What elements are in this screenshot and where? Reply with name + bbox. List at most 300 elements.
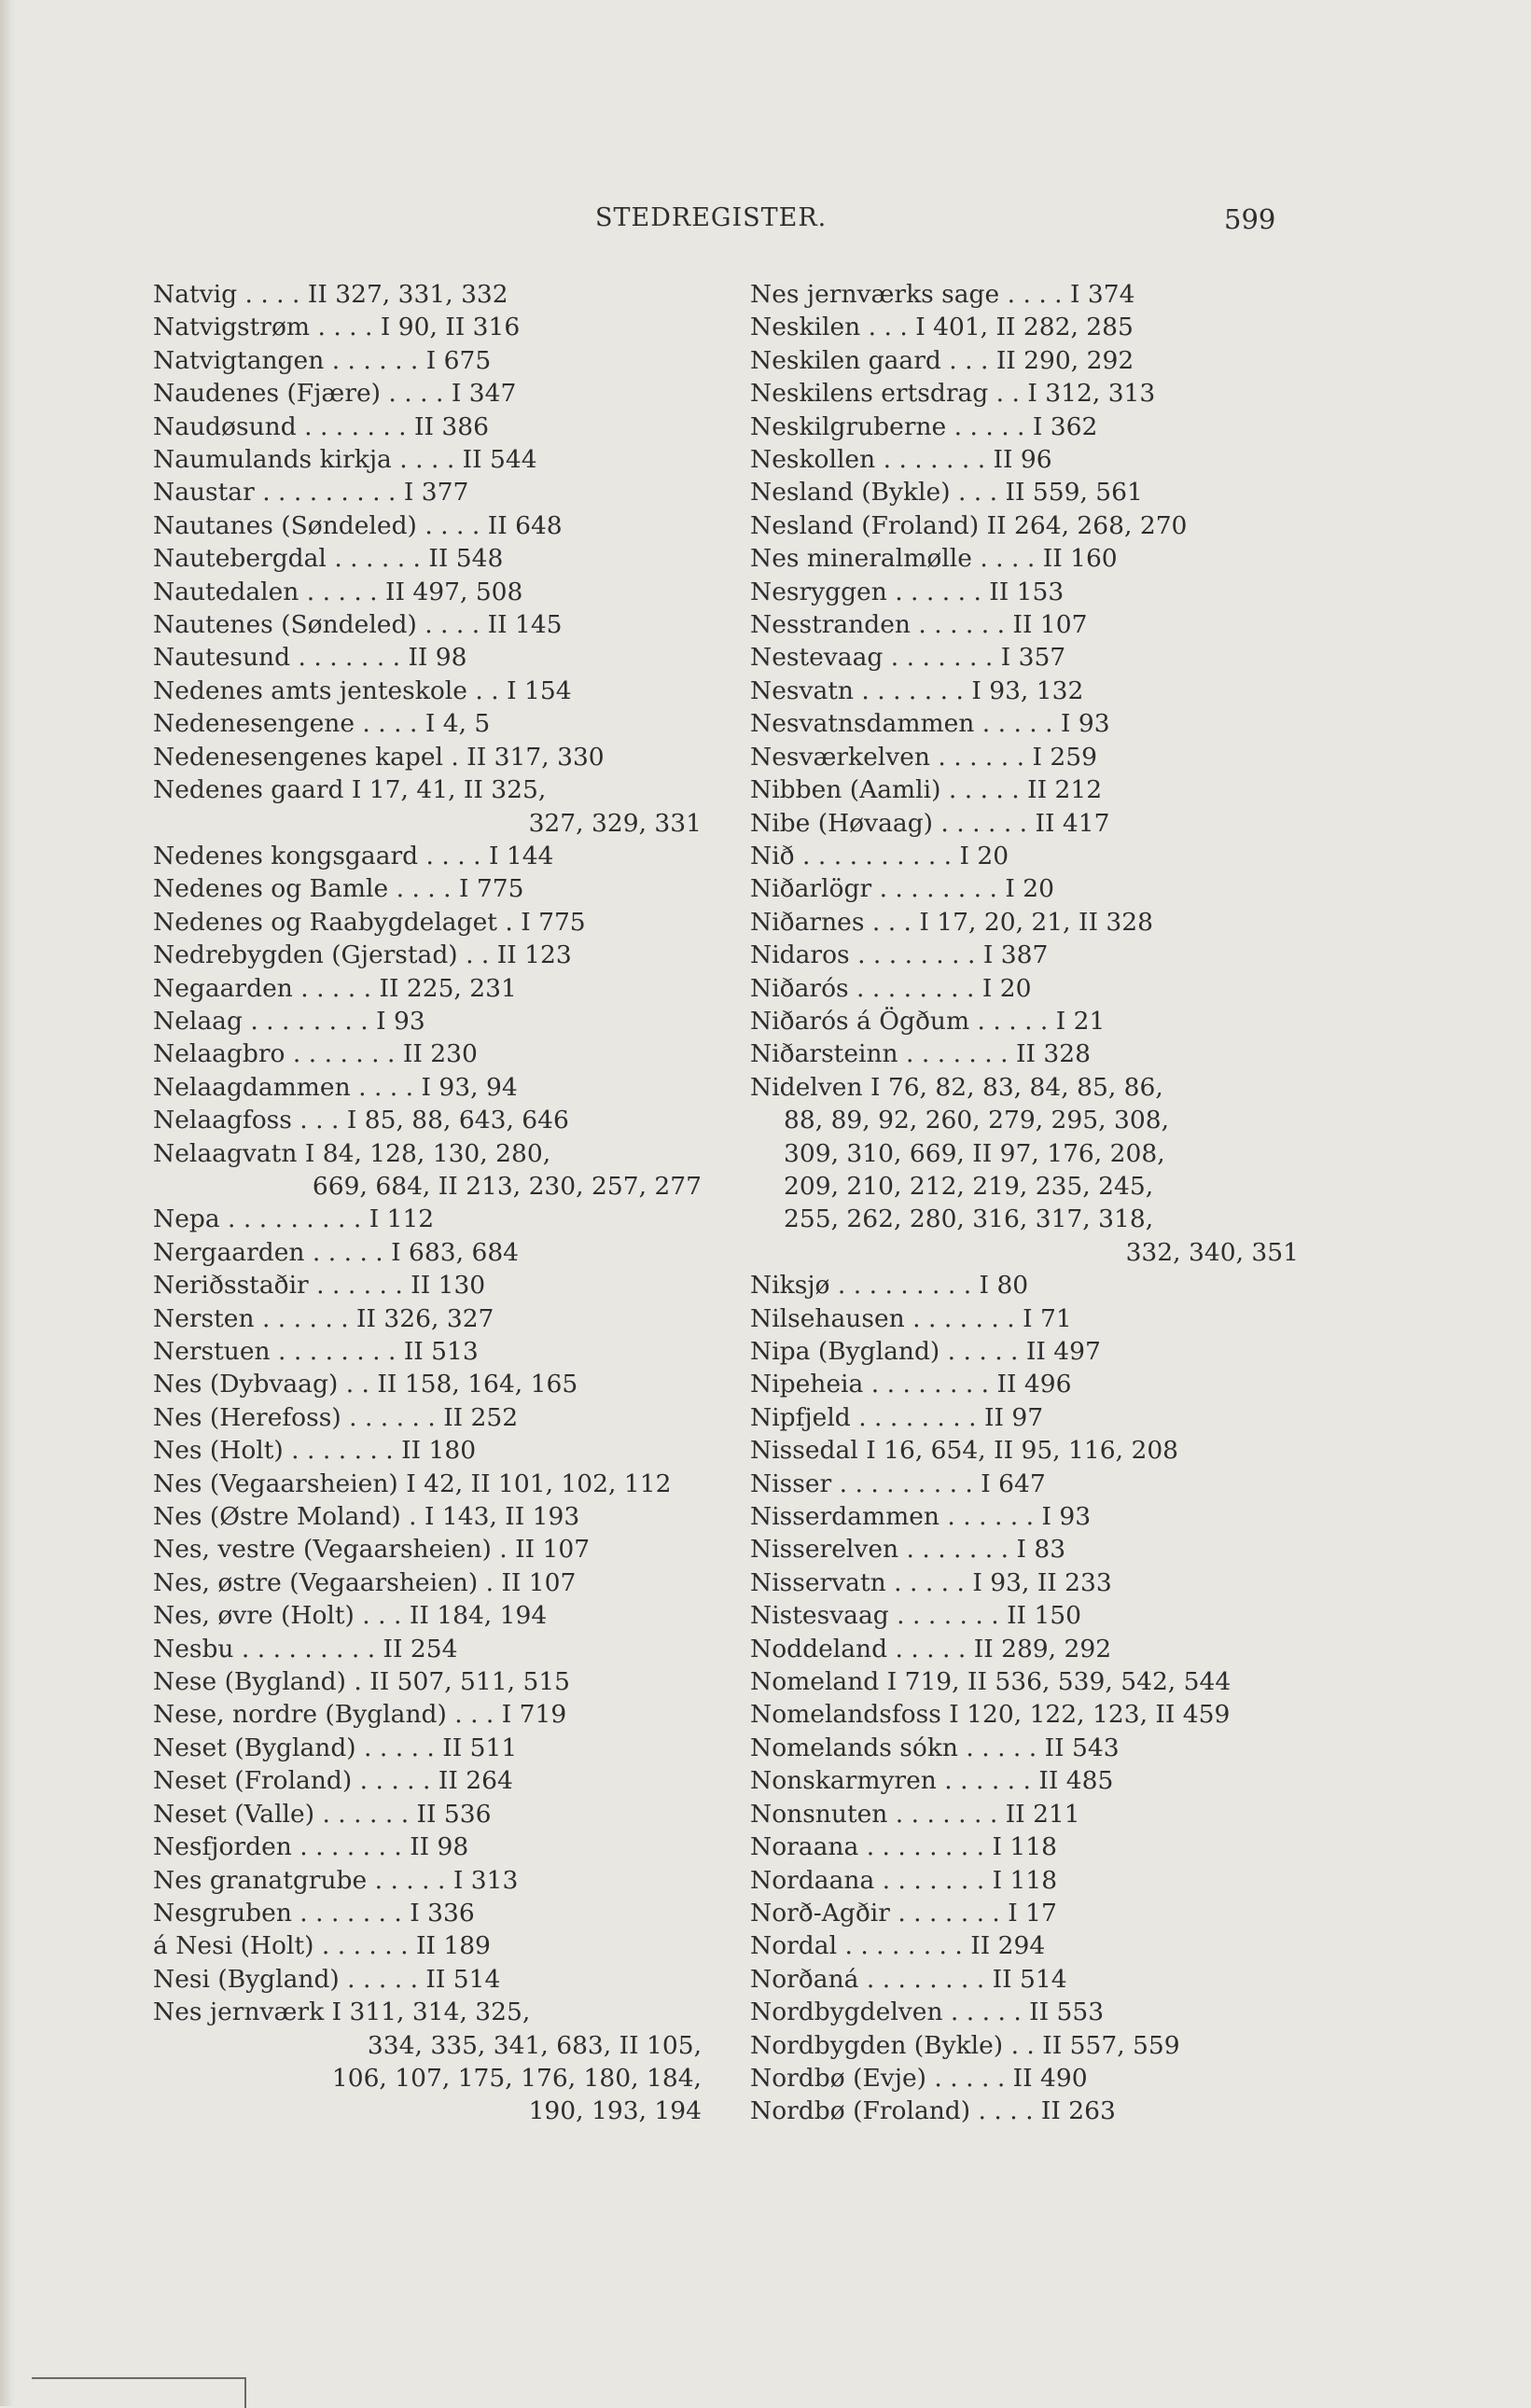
index-entry [750,1566,1299,1599]
place-name: Nes, østre (Vegaarsheien) . [153,1567,494,1597]
place-name: Nes, vestre (Vegaarsheien) . [153,1535,508,1565]
place-name: Niðarlögr . . . . . . . . [750,874,997,904]
volume-page-refs: I 118 [984,1865,1058,1895]
place-name: Nesværkelven . . . . . . [750,742,1025,772]
place-name: Natvigtangen . . . . . . [153,345,419,375]
volume-page-refs: II 511 [434,1733,518,1762]
volume-page-refs: 190, 193, 194 [528,2096,702,2126]
index-entry [750,1071,1299,1104]
place-name: Nesvatnsdammen . . . . . [750,709,1053,739]
index-entry [750,807,1299,840]
place-name: Nedenesengene . . . . [153,709,418,739]
index-entry [153,1698,702,1731]
volume-page-refs: II 150 [998,1601,1082,1631]
place-name: Nautesund . . . . . . . [153,643,401,673]
volume-page-refs: I 675 [418,345,492,375]
index-entry [153,344,702,377]
index-entry-continuation [750,1137,1299,1170]
volume-page-refs: II 225, 231 [371,973,517,1003]
place-name: Neskollen . . . . . . . [750,445,986,475]
index-entry [153,1368,702,1400]
volume-page-refs: I 42, II 101, 102, 112 [397,1468,672,1498]
index-entry [153,377,702,410]
place-name: Nepa . . . . . . . . . [153,1204,362,1234]
volume-page-refs: I 85, 88, 643, 646 [339,1106,569,1135]
index-entry [153,443,702,476]
volume-page-refs: II 263 [1033,2096,1116,2126]
place-name: Nedenes og Bamle . . . . [153,874,452,904]
volume-page-refs: II 96 [985,445,1052,475]
index-entry [153,675,702,707]
place-name: Noddeland . . . . . [750,1634,967,1663]
place-name: Nilsehausen . . . . . . . [750,1303,1015,1333]
index-entry [153,1005,702,1037]
index-entry [153,1269,702,1301]
place-name: Nordal . . . . . . . . [750,1931,963,1961]
index-entry [153,1500,702,1533]
index-entry [153,972,702,1005]
volume-page-refs: I 93 [1034,1502,1092,1532]
volume-page-refs: II 264, 268, 270 [979,510,1188,540]
volume-page-refs: II 327, 331, 332 [299,280,508,309]
index-entry [750,1005,1299,1037]
index-entry [153,641,702,674]
place-name: Neset (Bygland) . . . . . [153,1733,435,1762]
place-name: Nesland (Froland) [750,510,980,540]
index-entry [750,1434,1299,1467]
index-entry [750,1269,1299,1301]
place-name: Nesbu . . . . . . . . . [153,1634,376,1663]
volume-page-refs: 88, 89, 92, 260, 279, 295, 308, [784,1106,1169,1135]
place-name: Noraana . . . . . . . . [750,1832,985,1862]
volume-page-refs: II 153 [981,577,1065,606]
index-entry [153,1897,702,1929]
place-name: Nesstranden . . . . . . [750,610,1006,640]
place-name: Nedenes og Raabygdelaget . [153,907,513,937]
page-title: STEDREGISTER. [595,203,828,232]
index-entry [153,1137,702,1170]
index-entry [153,411,702,443]
index-entry [153,1468,702,1500]
index-entry [750,542,1299,575]
index-entry [750,1468,1299,1500]
index-entry [750,1368,1299,1400]
index-entry [750,741,1299,773]
place-name: Nes jernværk [153,1997,325,2027]
index-entry [750,840,1299,872]
place-name: Nisserdammen . . . . . . [750,1502,1035,1532]
volume-page-refs: I 16, 654, II 95, 116, 208 [857,1436,1179,1466]
index-entry [153,1203,702,1235]
place-name: Nes (Herefoss) . . . . . . [153,1402,436,1432]
place-name: Niðarós . . . . . . . . [750,973,975,1003]
volume-page-refs: II 648 [480,510,563,540]
volume-page-refs: II 107 [507,1535,591,1565]
volume-page-refs: I 374 [1062,280,1135,309]
index-entry [153,1071,702,1104]
place-name: Nes jernværks sage . . . . [750,280,1063,309]
index-entry [750,1864,1299,1897]
volume-page-refs: II 158, 164, 165 [369,1370,578,1399]
place-name: Nes (Dybvaag) . . [153,1370,369,1399]
place-name: Nesland (Bykle) . . . [750,478,998,508]
index-entry [153,542,702,575]
index-entry [750,576,1299,608]
place-name: Nes (Holt) . . . . . . . [153,1436,394,1466]
place-name: Nibben (Aamli) . . . . . [750,775,1020,805]
index-entry [750,1798,1299,1830]
volume-page-refs: II 497, 508 [377,577,523,606]
place-name: Nistesvaag . . . . . . . [750,1601,999,1631]
index-entry [750,411,1299,443]
volume-page-refs: 327, 329, 331 [528,808,702,838]
index-entry [750,1335,1299,1368]
volume-page-refs: II 184, 194 [401,1601,548,1631]
volume-page-refs: II 130 [402,1271,486,1301]
volume-page-refs: I 20 [952,841,1009,870]
place-name: Niðarnes . . . [750,907,912,937]
index-entry [750,1830,1299,1863]
place-name: Neskilgruberne . . . . . [750,411,1025,441]
index-entry [153,1434,702,1467]
index-entry [153,1037,702,1070]
place-name: Nomeland [750,1667,880,1697]
volume-page-refs: II 180 [393,1436,477,1466]
volume-page-refs: I 17, 20, 21, II 328 [911,907,1153,937]
place-name: Nomelands sókn . . . . . [750,1733,1037,1762]
place-name: Nipa (Bygland) . . . . . [750,1337,1019,1366]
volume-page-refs: II 160 [1035,544,1118,574]
index-entry-continuation [153,2095,702,2127]
index-entry [153,773,702,806]
index-entry [153,1864,702,1897]
volume-page-refs: I 336 [401,1898,475,1928]
index-entry [153,1401,702,1434]
volume-page-refs: I 112 [361,1204,435,1234]
index-entry [153,741,702,773]
volume-page-refs: I 401, II 282, 285 [907,313,1134,342]
volume-page-refs: I 120, 122, 123, II 459 [940,1700,1231,1730]
volume-page-refs: II 189 [408,1931,491,1961]
place-name: Nelaag . . . . . . . . [153,1006,369,1036]
index-entry [153,1996,702,2028]
place-name: Niksjø . . . . . . . . . [750,1271,972,1301]
index-entry [153,1732,702,1764]
index-entry [750,1698,1299,1731]
place-name: Naudøsund . . . . . . . [153,411,407,441]
place-name: Naustar . . . . . . . . . [153,478,397,508]
volume-page-refs: II 317, 330 [458,742,605,772]
index-entry [750,443,1299,476]
volume-page-refs: I 377 [396,478,469,508]
volume-page-refs: II 107 [494,1567,577,1597]
place-name: Nipeheia . . . . . . . . [750,1370,990,1399]
place-name: Nergaarden . . . . . [153,1237,383,1267]
scan-corner-mark [32,2377,246,2408]
index-entry [153,1798,702,1830]
index-entry [153,311,702,343]
place-name: Nesvatn . . . . . . . [750,675,964,705]
index-entry [750,509,1299,542]
volume-page-refs: II 548 [420,544,504,574]
index-entry [750,2062,1299,2095]
place-name: Nedrebygden (Gjerstad) . . [153,940,490,970]
volume-page-refs: I 17, 41, II 325, [343,775,547,805]
volume-page-refs: I 93 [368,1006,425,1036]
index-entry [750,906,1299,939]
index-entry [750,1929,1299,1962]
volume-page-refs: II 212 [1019,775,1103,805]
index-entry [153,872,702,905]
place-name: Nelaagdammen . . . . [153,1072,414,1102]
index-entry [750,707,1299,740]
volume-page-refs: I 775 [451,874,524,904]
index-entry [153,840,702,872]
volume-page-refs: 334, 335, 341, 683, II 105, [367,2030,702,2060]
volume-page-refs: II 514 [984,1964,1067,1994]
volume-page-refs: II 230 [395,1039,478,1069]
index-entry-continuation [750,1104,1299,1136]
index-entry [750,278,1299,311]
index-entry [750,1996,1299,2028]
index-entry [153,1302,702,1335]
place-name: Nedenes gaard [153,775,344,805]
place-name: Naumulands kirkja . . . . [153,445,455,475]
volume-page-refs: I 118 [984,1832,1057,1862]
place-name: Nerstuen . . . . . . . . [153,1337,397,1366]
volume-page-refs: I 144 [480,841,554,870]
place-name: Nautedalen . . . . . [153,577,378,606]
volume-page-refs: I 311, 314, 325, [324,1997,531,2027]
index-entry [153,1665,702,1698]
index-entry-continuation [153,1170,702,1203]
place-name: Nordbø (Froland) . . . . [750,2096,1034,2126]
index-entry [750,476,1299,508]
place-name: Nautenes (Søndeled) . . . . [153,610,480,640]
index-entry [153,906,702,939]
volume-page-refs: I 143, II 193 [416,1502,580,1532]
place-name: Nonsnuten . . . . . . . [750,1799,998,1829]
volume-page-refs: I 93, 132 [963,675,1084,705]
place-name: á Nesi (Holt) . . . . . . [153,1931,409,1961]
place-name: Nersten . . . . . . [153,1303,349,1333]
place-name: Natvig . . . . [153,280,300,309]
volume-page-refs: I 84, 128, 130, 280, [297,1138,551,1168]
index-entry [750,1533,1299,1566]
place-name: Norð-Agðir . . . . . . . [750,1898,1000,1928]
volume-page-refs: I 93, II 233 [964,1567,1112,1597]
index-entry [750,2029,1299,2062]
volume-page-refs: 669, 684, II 213, 230, 257, 277 [312,1171,702,1201]
index-entry-continuation [750,1170,1299,1203]
volume-page-refs: II 145 [480,610,563,640]
place-name: Nes mineralmølle . . . . [750,544,1036,574]
place-name: Nisservatn . . . . . [750,1567,965,1597]
page-edge [0,0,15,2406]
volume-page-refs: II 497 [1018,1337,1101,1366]
index-entry [153,707,702,740]
volume-page-refs: I 20 [974,973,1032,1003]
place-name: Nelaagvatn [153,1138,298,1168]
volume-page-refs: II 386 [406,411,489,441]
volume-page-refs: 332, 340, 351 [1125,1237,1299,1267]
place-name: Nes, øvre (Holt) . . . [153,1601,402,1631]
index-entry [153,1599,702,1632]
volume-page-refs: I 719 [494,1700,567,1730]
volume-page-refs: I 362 [1024,411,1098,441]
volume-page-refs: II 507, 511, 515 [361,1667,571,1697]
volume-page-refs: II 264 [430,1766,513,1796]
volume-page-refs: I 21 [1048,1006,1106,1036]
place-name: Nordaana . . . . . . . [750,1865,985,1895]
place-name: Niðarós á Ögðum . . . . . [750,1006,1049,1036]
index-entry [153,278,702,311]
place-name: Nelaagfoss . . . [153,1106,340,1135]
volume-page-refs: II 252 [435,1402,519,1432]
volume-page-refs: I 20 [996,874,1054,904]
place-name: Nibe (Høvaag) . . . . . . [750,808,1028,838]
volume-page-refs: II 294 [962,1931,1046,1961]
place-name: Nidaros . . . . . . . . [750,940,976,970]
volume-page-refs: II 559, 561 [997,478,1143,508]
index-entry [750,1764,1299,1797]
place-name: Nissedal [750,1436,858,1466]
place-name: Nipfjeld . . . . . . . . [750,1402,977,1432]
place-name: Nes (Vegaarsheien) [153,1468,398,1498]
index-entry-continuation [153,807,702,840]
place-name: Niðarsteinn . . . . . . . [750,1039,1009,1069]
place-name: Nese (Bygland) . [153,1667,362,1697]
volume-page-refs: II 513 [396,1337,479,1366]
index-entry-continuation [750,1203,1299,1235]
volume-page-refs: 106, 107, 175, 176, 180, 184, [331,2063,702,2093]
volume-page-refs: II 328 [1008,1039,1091,1069]
index-entry [750,377,1299,410]
volume-page-refs: I 154 [498,675,572,705]
volume-page-refs: I 719, II 536, 539, 542, 544 [879,1667,1232,1697]
index-entry [750,1401,1299,1434]
index-entry [750,1665,1299,1698]
index-entry [153,1929,702,1962]
volume-page-refs: I 357 [993,643,1066,673]
index-entry [153,476,702,508]
place-name: Neset (Froland) . . . . . [153,1766,431,1796]
place-name: Nesryggen . . . . . . [750,577,981,606]
place-name: Nisserelven . . . . . . . [750,1535,1009,1565]
index-entry [750,1732,1299,1764]
place-name: Nedenes kongsgaard . . . . [153,841,481,870]
index-entry [153,1633,702,1665]
index-entry [750,972,1299,1005]
place-name: Nið . . . . . . . . . . [750,841,953,870]
volume-page-refs: II 417 [1027,808,1110,838]
place-name: Nautanes (Søndeled) . . . . [153,510,480,540]
volume-page-refs: I 80 [971,1271,1029,1301]
place-name: Nautebergdal . . . . . . [153,544,421,574]
index-entry [750,641,1299,674]
index-entry [153,1764,702,1797]
place-name: Natvigstrøm . . . . [153,313,373,342]
place-name: Nes (Østre Moland) . [153,1502,417,1532]
volume-page-refs: I 387 [975,940,1049,970]
index-entry [750,608,1299,641]
place-name: Nesfjorden . . . . . . . [153,1832,402,1862]
place-name: Neskilen gaard . . . [750,345,989,375]
volume-page-refs: II 490 [1005,2063,1088,2093]
volume-page-refs: I 93 [1052,709,1110,739]
index-column-left [153,278,702,2128]
index-entry [750,344,1299,377]
place-name: Nesi (Bygland) . . . . . [153,1964,418,1994]
volume-page-refs: II 496 [989,1370,1072,1399]
volume-page-refs: II 536 [409,1799,492,1829]
volume-page-refs: 255, 262, 280, 316, 317, 318, [784,1204,1154,1234]
place-name: Norðaná . . . . . . . . [750,1964,985,1994]
index-entry [153,1566,702,1599]
volume-page-refs: II 254 [375,1634,458,1663]
volume-page-refs: II 326, 327 [348,1303,494,1333]
index-entry-continuation [153,2029,702,2062]
volume-page-refs: I 4, 5 [417,709,491,739]
volume-page-refs: I 647 [972,1468,1046,1498]
place-name: Nomelandsfoss [750,1700,941,1730]
index-entry [750,675,1299,707]
volume-page-refs: II 123 [489,940,572,970]
index-entry [750,939,1299,971]
place-name: Nisser . . . . . . . . . [750,1468,973,1498]
index-entry [750,872,1299,905]
volume-page-refs: I 71 [1014,1303,1072,1333]
volume-page-refs: 309, 310, 669, II 97, 176, 208, [784,1138,1165,1168]
volume-page-refs: II 289, 292 [966,1634,1112,1663]
index-entry [153,509,702,542]
place-name: Nonskarmyren . . . . . . [750,1766,1031,1796]
place-name: Naudenes (Fjære) . . . . [153,379,444,409]
index-entry [750,1302,1299,1335]
place-name: Nes granatgrube . . . . . [153,1865,446,1895]
index-entry [153,1533,702,1566]
volume-page-refs: II 485 [1030,1766,1114,1796]
index-entry [153,1335,702,1368]
index-entry [750,2095,1299,2127]
place-name: Neriðsstaðir . . . . . . [153,1271,403,1301]
index-entry [153,939,702,971]
volume-page-refs: I 93, 94 [413,1072,518,1102]
volume-page-refs: II 514 [418,1964,501,1994]
index-entry [750,1037,1299,1070]
volume-page-refs: II 98 [401,1832,469,1862]
index-entry [153,1830,702,1863]
index-entry [153,1104,702,1136]
index-entry [750,1897,1299,1929]
index-entry [750,1599,1299,1632]
index-entry [750,1963,1299,1996]
volume-page-refs: II 211 [997,1799,1080,1829]
place-name: Nesgruben . . . . . . . [153,1898,402,1928]
volume-page-refs: II 98 [400,643,467,673]
place-name: Nedenes amts jenteskole . . [153,675,499,705]
volume-page-refs: I 313 [445,1865,519,1895]
volume-page-refs: I 17 [999,1898,1057,1928]
place-name: Nidelven [750,1072,863,1102]
place-name: Neskilen . . . [750,313,908,342]
place-name: Nordbygden (Bykle) . . [750,2030,1035,2060]
volume-page-refs: I 259 [1024,742,1097,772]
volume-page-refs: I 312, 313 [1019,379,1156,409]
volume-page-refs: I 347 [443,379,517,409]
index-entry [153,1236,702,1269]
place-name: Nelaagbro . . . . . . . [153,1039,396,1069]
